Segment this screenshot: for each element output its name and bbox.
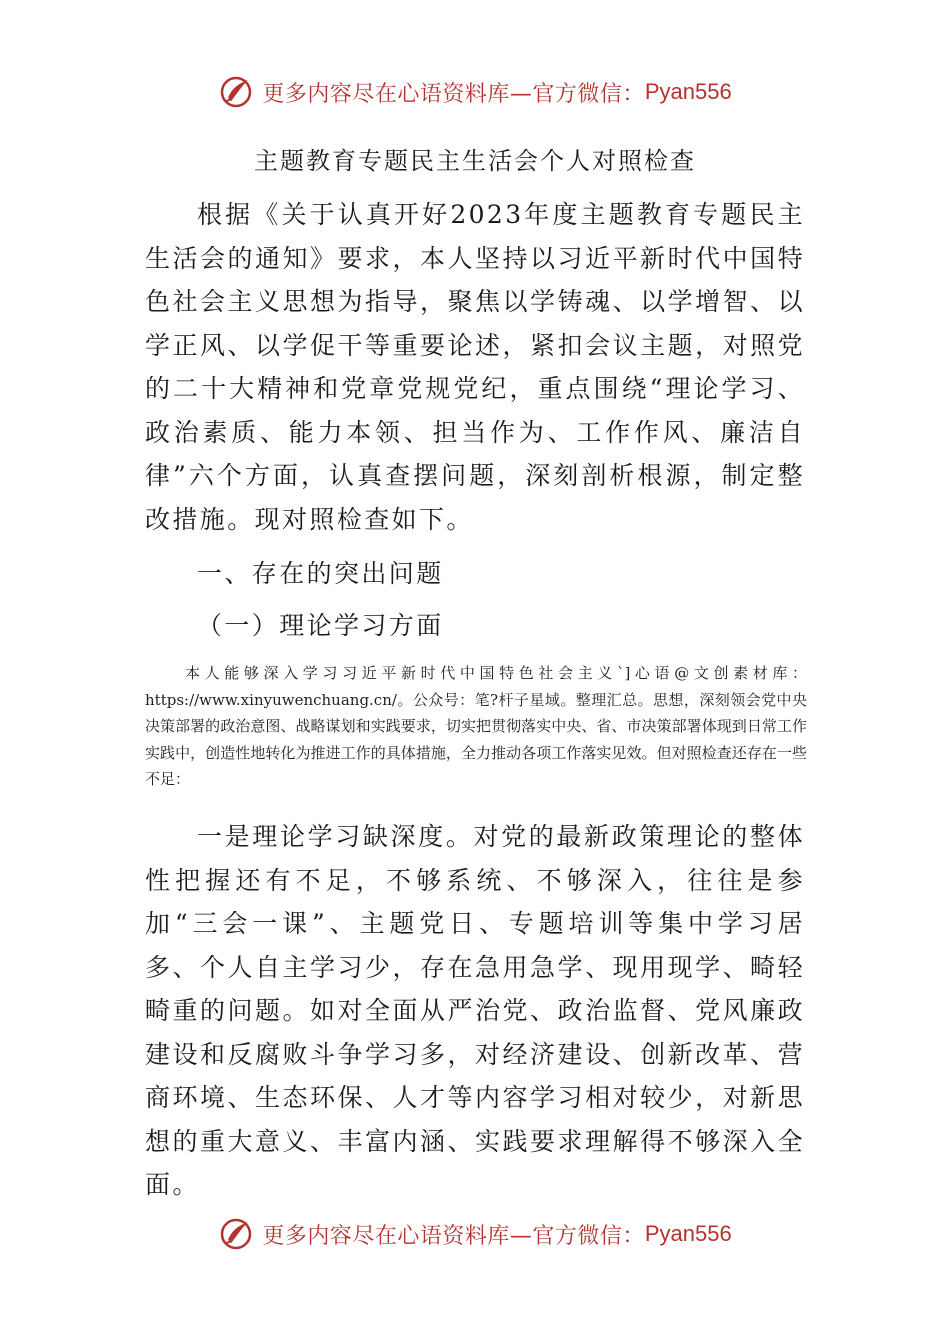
banner-text: 更多内容尽在心语资料库—官方微信： [262, 1223, 645, 1249]
brush-logo-icon [218, 1216, 254, 1252]
document-title: 主题教育专题民主生活会个人对照检查 [254, 147, 696, 175]
banner-wechat-id: Pyan556 [644, 79, 732, 104]
banner-wechat-id: Pyan556 [644, 1221, 732, 1246]
subsection-intro-paragraph: 本人能够深入学习习近平新时代中国特色社会主义`]心语@文创素材库：https://www.xinyuwenchuang.cn/。公众号：笔?杆子星域。整理汇总。思想，深刻领会党中央决策部署的政治意图、战略谋划和实践要求，切实把贯彻落实中央、省、市决策部署体现到日常工作实践中，创造性地转化为推进工作的具体措施，全力推动各项工作落实见效。但对照检查还存在一些不足： [145, 664, 807, 788]
subsection-heading: （一）理论学习方面 [197, 611, 444, 640]
intro-paragraph: 根据《关于认真开好2023年度主题教育专题民主生活会的通知》要求，本人坚持以习近平新时代中国特色社会主义思想为指导，聚焦以学铸魂、以学增智、以学正风、以学促干等重要论述，紧扣会议主题，对照党的二十大精神和党章党规党纪，重点围绕“理论学习、政治素质、能力本领、担当作为、工作作风、廉洁自律”六个方面，认真查摆问题，深刻剖析根源，制定整改措施。现对照检查如下。 [145, 200, 805, 534]
header-banner [0, 70, 950, 114]
banner-text: 更多内容尽在心语资料库—官方微信： [262, 81, 645, 107]
footer-banner [0, 1212, 950, 1256]
section-heading: 一、存在的突出问题 [197, 559, 444, 588]
point-paragraph: 一是理论学习缺深度。对党的最新政策理论的整体性把握还有不足，不够系统、不够深入，往往是参加“三会一课”、主题党日、专题培训等集中学习居多、个人自主学习少，存在急用急学、现用现学、畸轻畸重的问题。如对全面从严治党、政治监督、党风廉政建设和反腐败斗争学习多，对经济建设、创新改革、营商环境、生态环保、人才等内容学习相对较少，对新思想的重大意义、丰富内涵、实践要求理解得不够深入全面。 [145, 822, 805, 1199]
brush-logo-icon [218, 74, 254, 110]
